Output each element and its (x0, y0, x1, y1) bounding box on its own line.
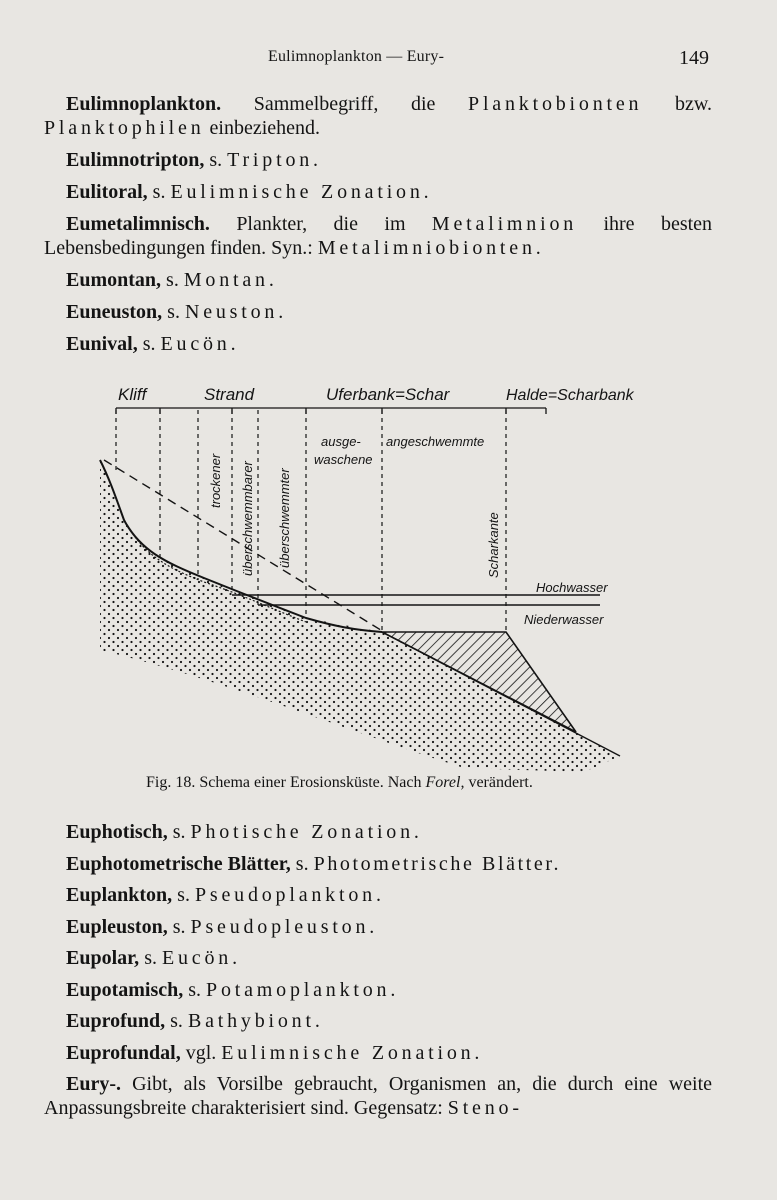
entry-term: Euphotometrische Blätter, (66, 852, 291, 875)
entry-term: Eupolar, (66, 947, 140, 969)
entry-term: Euplankton, (66, 884, 173, 906)
entry-ref: Metalimnion (431, 213, 578, 235)
entry-text: s. (142, 333, 156, 355)
caption-author: Forel, (425, 774, 465, 791)
entries-bottom (44, 820, 712, 1128)
entry-term: Eumontan, (66, 269, 162, 291)
entry-text: ihre besten Lebensbedingungen finden. Syn.: (44, 213, 713, 259)
entry-ref: Tripton. (227, 149, 322, 171)
figure-caption (146, 774, 533, 792)
label-ausgewaschene-1: ausge- (321, 434, 361, 449)
label-uferbank: Uferbank=Schar (326, 385, 450, 404)
entry-ref: Photometrische Blätter. (313, 852, 562, 875)
running-header: Eulimnoplankton — Eury- (268, 48, 445, 65)
entry-eunival (44, 332, 712, 356)
entry-term: Euprofundal, (66, 1041, 181, 1064)
zone-bracket (116, 408, 546, 414)
entry-text: s. (166, 269, 179, 291)
entry-term: Eulitoral, (66, 181, 148, 203)
entry-ref: Eucön. (161, 947, 241, 969)
entry-eulimnoplankton (44, 92, 712, 140)
entry-euprofund (44, 1009, 712, 1033)
entry-text: vgl. (185, 1041, 217, 1064)
label-niederwasser: Niederwasser (524, 612, 604, 627)
label-scharkante: Scharkante (486, 512, 501, 578)
entry-text: Plankter, die im (236, 213, 406, 235)
entry-eulimnotripton (44, 148, 712, 172)
entry-text: s. (209, 149, 223, 171)
entry-ref: Pseudoplankton. (194, 884, 385, 906)
entry-text: s. (172, 915, 186, 938)
entry-eupotamisch (44, 978, 712, 1002)
entry-eupolar (44, 946, 712, 970)
entries-top (44, 92, 712, 364)
caption-text: verändert. (468, 774, 533, 791)
entry-text: s. (144, 947, 157, 969)
entry-text: s. (167, 301, 180, 323)
entry-text: einbeziehend. (209, 117, 321, 139)
entry-text: s. (295, 852, 309, 875)
entry-term: Eupleuston, (66, 915, 168, 938)
page-number: 149 (679, 47, 709, 69)
entry-term: Eumetalimnisch. (66, 213, 210, 235)
entry-text: s. (152, 181, 166, 203)
entry-euplankton (44, 883, 712, 907)
label-trockener: trockener (208, 453, 223, 508)
entry-ref: Neuston. (184, 301, 288, 323)
label-ueberschwemmbarer: überschwemmbarer (240, 461, 255, 576)
entry-text: s. (172, 821, 186, 843)
entry-ref: Bathybiont. (187, 1010, 324, 1032)
entry-ref: Metalimniobionten. (317, 237, 545, 259)
entry-ref: Photische Zonation. (190, 821, 423, 843)
caption-text: Fig. 18. Schema einer Erosionsküste. Nach (146, 774, 422, 791)
entry-ref: Planktobionten (468, 93, 643, 115)
label-kliff: Kliff (118, 385, 147, 404)
entry-euprofundal (44, 1041, 712, 1065)
entry-eupleuston (44, 915, 712, 939)
entry-ref: Montan. (183, 269, 278, 291)
entry-euphotisch (44, 820, 712, 844)
entry-eury (44, 1072, 712, 1120)
entry-text: s. (177, 884, 190, 906)
entry-text: s. (170, 1010, 183, 1032)
entry-term: Eulimnoplankton. (66, 93, 222, 115)
entry-text: bzw. (674, 93, 713, 115)
entry-eumontan (44, 268, 712, 292)
entry-ref: Steno- (447, 1097, 523, 1119)
entry-text: Gibt, als Vorsilbe gebraucht, Organismen an, die durch eine weite Anpassungsbreite charakterisiert sind. Gegensatz: (44, 1073, 713, 1119)
label-halde: Halde=Scharbank (506, 387, 634, 404)
entry-text: Sammelbegriff, die (253, 93, 436, 115)
entry-euphotometrische-blaetter (44, 852, 712, 876)
entry-term: Eunival, (66, 333, 138, 355)
label-ausgewaschene-2: waschene (314, 452, 373, 467)
label-hochwasser: Hochwasser (536, 580, 608, 595)
entry-ref: Eulimnische Zonation. (221, 1041, 484, 1064)
entry-eulitoral (44, 180, 712, 204)
entry-term: Eulimnotripton, (66, 149, 205, 171)
entry-term: Eury-. (66, 1073, 121, 1095)
entry-term: Euneuston, (66, 301, 163, 323)
entry-ref: Eucön. (160, 333, 240, 355)
entry-ref: Pseudopleuston. (190, 915, 379, 938)
entry-ref: Planktophilen (44, 117, 205, 139)
entry-ref: Eulimnische Zonation. (170, 181, 433, 203)
entry-text: s. (188, 978, 202, 1001)
entry-term: Euprofund, (66, 1010, 166, 1032)
entry-eumetalimnisch (44, 212, 712, 260)
entry-euneuston (44, 300, 712, 324)
label-strand: Strand (204, 385, 255, 404)
label-angeschwemmte: angeschwemmte (386, 434, 485, 449)
entry-ref: Potamoplankton. (206, 978, 400, 1001)
erosion-coast-diagram (44, 380, 724, 775)
label-ueberschwemmter: überschwemmter (277, 468, 292, 568)
entry-term: Eupotamisch, (66, 978, 184, 1001)
entry-term: Euphotisch, (66, 821, 168, 843)
